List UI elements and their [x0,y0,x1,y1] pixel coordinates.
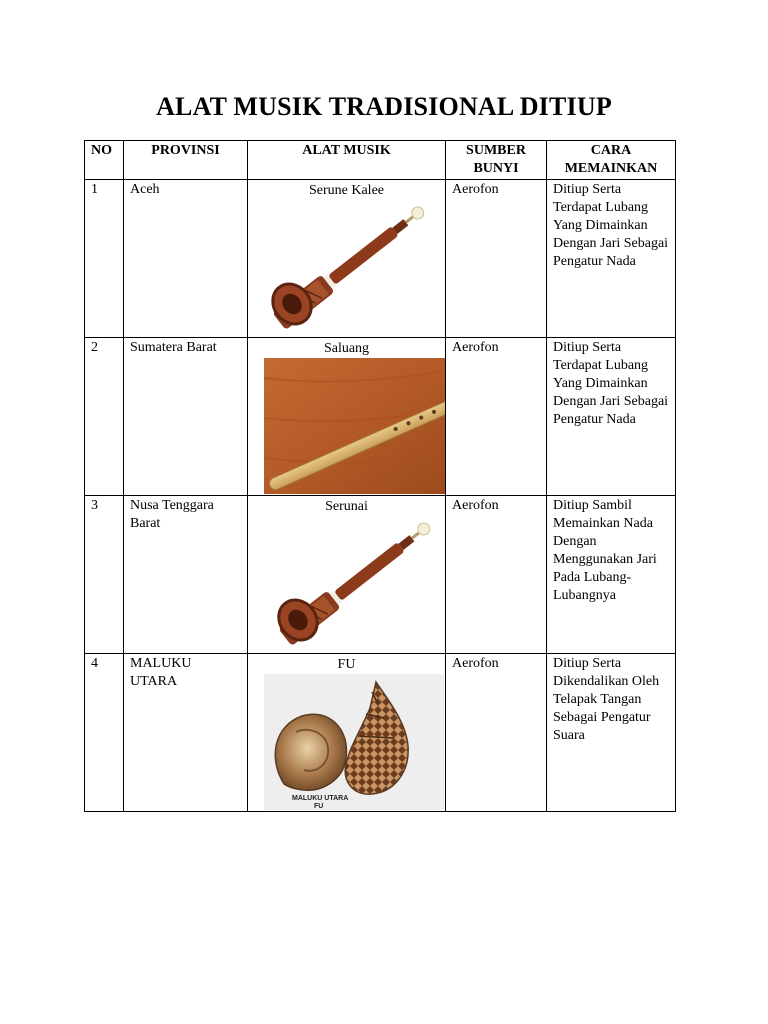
serunai-icon [254,516,439,652]
cell-sumber-bunyi: Aerofon [446,654,547,812]
page-title: ALAT MUSIK TRADISIONAL DITIUP [156,92,612,121]
cell-no: 2 [85,338,124,496]
instrument-name: Saluang [323,341,370,356]
fu-shell-icon [254,674,439,810]
saluang-icon [254,358,439,494]
table-row [85,338,676,496]
cell-sumber-bunyi: Aerofon [446,338,547,496]
header-alat-musik: ALAT MUSIK [248,141,446,180]
header-cara-memainkan: CARA MEMAINKAN [547,141,676,180]
table-row [85,496,676,654]
header-provinsi: PROVINSI [124,141,248,180]
image-caption-line2: FU [314,803,324,810]
cell-cara-memainkan: Ditiup Sambil Memainkan Nada Dengan Menggunakan Jari Pada Lubang-Lubangnya [547,496,676,654]
instrument-table [84,140,676,812]
cell-provinsi: Nusa Tenggara Barat [124,496,248,654]
cell-no: 3 [85,496,124,654]
cell-provinsi: Aceh [124,180,248,338]
cell-provinsi: MALUKU UTARA [124,654,248,812]
cell-provinsi: Sumatera Barat [124,338,248,496]
table-row [85,654,676,812]
cell-alat-musik [248,180,446,338]
table-row [85,180,676,338]
instrument-name: Serunai [325,499,368,514]
serune-kalee-icon [254,200,439,336]
header-no: NO [85,141,124,180]
table-header-row [85,141,676,180]
cell-alat-musik [248,654,446,812]
cell-cara-memainkan: Ditiup Serta Dikendalikan Oleh Telapak Tangan Sebagai Pengatur Suara [547,654,676,812]
cell-no: 1 [85,180,124,338]
header-sumber-bunyi: SUMBER BUNYI [446,141,547,180]
cell-cara-memainkan: Ditiup Serta Terdapat Lubang Yang Dimainkan Dengan Jari Sebagai Pengatur Nada [547,338,676,496]
cell-alat-musik [248,496,446,654]
cell-sumber-bunyi: Aerofon [446,180,547,338]
image-caption-line1: MALUKU UTARA [292,795,349,802]
cell-cara-memainkan: Ditiup Serta Terdapat Lubang Yang Dimainkan Dengan Jari Sebagai Pengatur Nada [547,180,676,338]
cell-alat-musik [248,338,446,496]
cell-sumber-bunyi: Aerofon [446,496,547,654]
cell-no: 4 [85,654,124,812]
instrument-name: Serune Kalee [308,183,385,198]
instrument-name: FU [337,657,356,672]
